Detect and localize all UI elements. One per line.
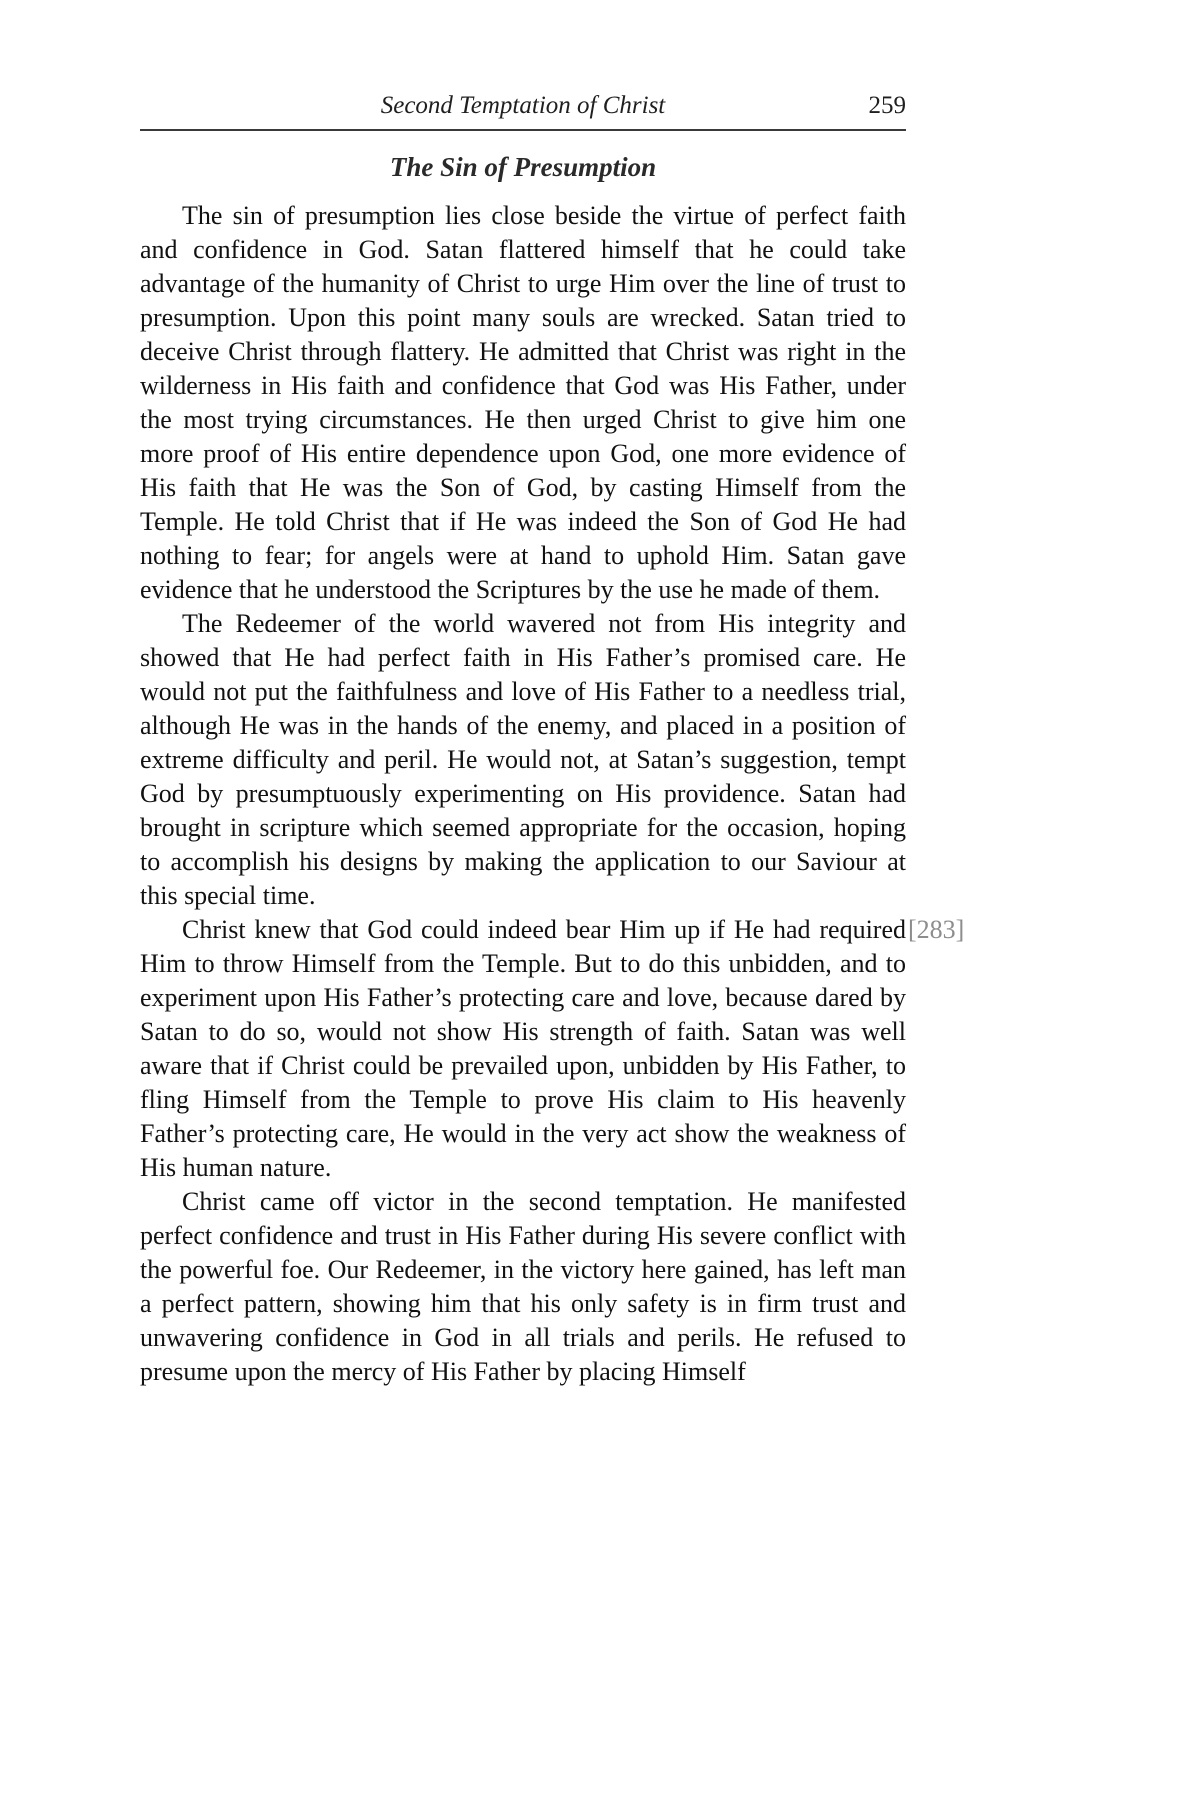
header-rule-divider bbox=[140, 129, 906, 131]
text-column bbox=[140, 90, 965, 1389]
body-text bbox=[140, 199, 965, 1389]
paragraph-wrap bbox=[140, 1185, 906, 1389]
paragraph: Christ came off victor in the second temptation. He manifested perfect confidence and trust in His Father during His severe conflict with the powerful foe. Our Redeemer, in the victory here gained, has left man a perfect pattern, showing him that his only safety is in firm trust and unwavering confidence in God in all trials and perils. He refused to presume upon the mercy of His Father by placing Himself bbox=[140, 1187, 906, 1386]
page-number: 259 bbox=[868, 92, 906, 119]
paragraph-wrap bbox=[140, 913, 965, 1185]
running-header bbox=[140, 90, 906, 122]
margin-page-note: [283] bbox=[908, 915, 965, 944]
running-title: Second Temptation of Christ bbox=[380, 92, 666, 119]
paragraph: Christ knew that God could indeed bear Him up if He had required Him to throw Himself from the Temple. But to do this unbidden, and to experiment upon His Father’s protecting care and love, because dared by Satan to do so, would not show His strength of faith. Satan was well aware that if Christ could be prevailed upon, unbidden by His Father, to fling Himself from the Temple to prove His claim to His heavenly Father’s protecting care, He would in the very act show the weakness of His human nature. bbox=[140, 915, 906, 1182]
paragraph: The sin of presumption lies close beside the virtue of perfect faith and confidence in God. Satan flattered himself that he could take advantage of the humanity of Christ to urge Him over the line of trust to presumption. Upon this point many souls are wrecked. Satan tried to deceive Christ through flattery. He admitted that Christ was right in the wilderness in His faith and confidence that God was His Father, under the most trying circumstances. He then urged Christ to give him one more proof of His entire dependence upon God, one more evidence of His faith that He was the Son of God, by casting Himself from the Temple. He told Christ that if He was indeed the Son of God He had nothing to fear; for angels were at hand to uphold Him. Satan gave evidence that he understood the Scriptures by the use he made of them. bbox=[140, 201, 906, 604]
section-title: The Sin of Presumption bbox=[389, 152, 657, 182]
paragraph: The Redeemer of the world wavered not from His integrity and showed that He had perfect faith in His Father’s promised care. He would not put the faithfulness and love of His Father to a needless trial, although He was in the hands of the enemy, and placed in a position of extreme difficulty and peril. He would not, at Satan’s suggestion, tempt God by presumptuously experimenting on His providence. Satan had brought in scripture which seemed appropriate for the occasion, hoping to accomplish his designs by making the application to our Saviour at this special time. bbox=[140, 609, 906, 910]
paragraph-wrap bbox=[140, 199, 906, 607]
paragraph-wrap bbox=[140, 607, 906, 913]
